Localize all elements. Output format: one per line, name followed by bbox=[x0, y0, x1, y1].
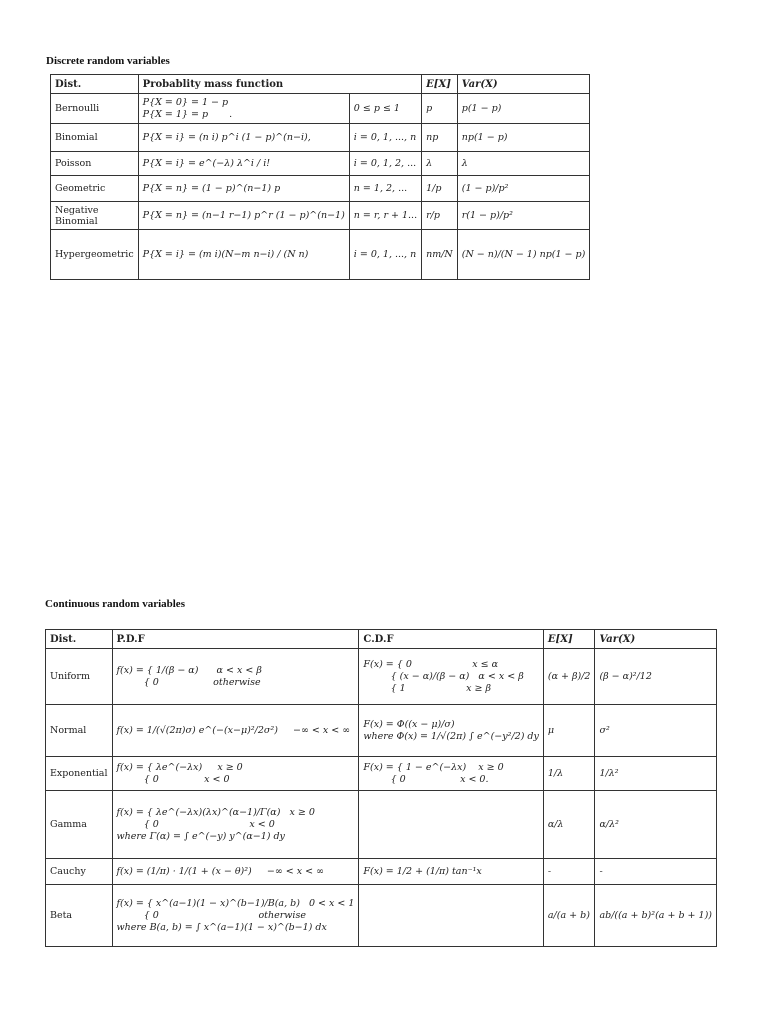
pmf-formula: P{X = n} = (n−1 r−1) p^r (1 − p)^(n−1) bbox=[138, 202, 349, 230]
dist-name: Poisson bbox=[51, 152, 139, 176]
dist-name: Cauchy bbox=[46, 859, 113, 885]
discrete-header-dist: Dist. bbox=[51, 75, 139, 94]
continuous-header-pdf: P.D.F bbox=[112, 630, 359, 649]
dist-name: Exponential bbox=[46, 757, 113, 791]
continuous-section-title: Continuous random variables bbox=[45, 598, 185, 610]
table-row bbox=[46, 757, 717, 791]
pmf-condition: i = 0, 1, ..., n bbox=[349, 124, 421, 152]
pmf-condition: n = r, r + 1... bbox=[349, 202, 421, 230]
dist-name: Geometric bbox=[51, 176, 139, 202]
table-row bbox=[51, 176, 590, 202]
expectation-value: np bbox=[422, 124, 458, 152]
table-row bbox=[51, 152, 590, 176]
table-row bbox=[51, 94, 590, 124]
pdf-formula: f(x) = 1/(√(2π)σ) e^(−(x−μ)²/2σ²) −∞ < x < ∞ bbox=[112, 705, 359, 757]
variance-value: λ bbox=[457, 152, 590, 176]
cdf-formula: F(x) = { 1 − e^(−λx) x ≥ 0 { 0 x < 0. bbox=[359, 757, 543, 791]
expectation-value: (α + β)/2 bbox=[543, 649, 595, 705]
discrete-header-var: Var(X) bbox=[457, 75, 590, 94]
variance-value: p(1 − p) bbox=[457, 94, 590, 124]
cdf-formula: F(x) = Φ((x − μ)/σ) where Φ(x) = 1/√(2π) ∫ e^(−y²/2) dy bbox=[359, 705, 543, 757]
expectation-value: - bbox=[543, 859, 595, 885]
discrete-table bbox=[50, 74, 590, 280]
pdf-formula: f(x) = { λe^(−λx) x ≥ 0 { 0 x < 0 bbox=[112, 757, 359, 791]
expectation-value: p bbox=[422, 94, 458, 124]
variance-value: (β − α)²/12 bbox=[595, 649, 717, 705]
dist-name: Binomial bbox=[51, 124, 139, 152]
variance-value: - bbox=[595, 859, 717, 885]
pmf-formula: P{X = 0} = 1 − p P{X = 1} = p . bbox=[138, 94, 349, 124]
dist-name: Normal bbox=[46, 705, 113, 757]
variance-value: 1/λ² bbox=[595, 757, 717, 791]
pdf-formula: f(x) = { 1/(β − α) α < x < β { 0 otherwise bbox=[112, 649, 359, 705]
pmf-condition: i = 0, 1, 2, ... bbox=[349, 152, 421, 176]
expectation-value: 1/p bbox=[422, 176, 458, 202]
table-row bbox=[46, 859, 717, 885]
pdf-formula: f(x) = { x^(a−1)(1 − x)^(b−1)/B(a, b) 0 < x < 1 { 0 otherwise where B(a, b) = ∫ x^(a−1)(1 − x)^(b−1) dx bbox=[112, 885, 359, 947]
continuous-header-cdf: C.D.F bbox=[359, 630, 543, 649]
cdf-formula: F(x) = 1/2 + (1/π) tan⁻¹x bbox=[359, 859, 543, 885]
pmf-formula: P{X = i} = (n i) p^i (1 − p)^(n−i), bbox=[138, 124, 349, 152]
pmf-formula: P{X = n} = (1 − p)^(n−1) p bbox=[138, 176, 349, 202]
continuous-header-row bbox=[46, 630, 717, 649]
pmf-condition: n = 1, 2, ... bbox=[349, 176, 421, 202]
table-row bbox=[46, 885, 717, 947]
dist-name: Hypergeometric bbox=[51, 230, 139, 280]
discrete-header-ex: E[X] bbox=[422, 75, 458, 94]
pmf-condition: 0 ≤ p ≤ 1 bbox=[349, 94, 421, 124]
variance-value: ab/((a + b)²(a + b + 1)) bbox=[595, 885, 717, 947]
pdf-formula: f(x) = (1/π) · 1/(1 + (x − θ)²) −∞ < x < ∞ bbox=[112, 859, 359, 885]
variance-value: (1 − p)/p² bbox=[457, 176, 590, 202]
expectation-value: nm/N bbox=[422, 230, 458, 280]
table-row bbox=[51, 230, 590, 280]
table-row bbox=[46, 705, 717, 757]
expectation-value: λ bbox=[422, 152, 458, 176]
continuous-header-var: Var(X) bbox=[595, 630, 717, 649]
pmf-formula: P{X = i} = (m i)(N−m n−i) / (N n) bbox=[138, 230, 349, 280]
table-row bbox=[46, 649, 717, 705]
cdf-formula bbox=[359, 791, 543, 859]
discrete-section-title: Discrete random variables bbox=[46, 55, 170, 67]
discrete-header-row bbox=[51, 75, 590, 94]
expectation-value: r/p bbox=[422, 202, 458, 230]
discrete-header-pmf: Probablity mass function bbox=[138, 75, 421, 94]
cdf-formula: F(x) = { 0 x ≤ α { (x − α)/(β − α) α < x < β { 1 x ≥ β bbox=[359, 649, 543, 705]
table-row bbox=[51, 124, 590, 152]
dist-name: Gamma bbox=[46, 791, 113, 859]
expectation-value: a/(a + b) bbox=[543, 885, 595, 947]
dist-name: Bernoulli bbox=[51, 94, 139, 124]
variance-value: np(1 − p) bbox=[457, 124, 590, 152]
expectation-value: μ bbox=[543, 705, 595, 757]
dist-name: Negative Binomial bbox=[51, 202, 139, 230]
variance-value: (N − n)/(N − 1) np(1 − p) bbox=[457, 230, 590, 280]
expectation-value: 1/λ bbox=[543, 757, 595, 791]
expectation-value: α/λ bbox=[543, 791, 595, 859]
variance-value: r(1 − p)/p² bbox=[457, 202, 590, 230]
variance-value: α/λ² bbox=[595, 791, 717, 859]
pmf-condition: i = 0, 1, ..., n bbox=[349, 230, 421, 280]
cdf-formula bbox=[359, 885, 543, 947]
dist-name: Beta bbox=[46, 885, 113, 947]
table-row bbox=[46, 791, 717, 859]
variance-value: σ² bbox=[595, 705, 717, 757]
continuous-header-dist: Dist. bbox=[46, 630, 113, 649]
table-row bbox=[51, 202, 590, 230]
continuous-table bbox=[45, 629, 717, 947]
pdf-formula: f(x) = { λe^(−λx)(λx)^(α−1)/Γ(α) x ≥ 0 { 0 x < 0 where Γ(α) = ∫ e^(−y) y^(α−1) dy bbox=[112, 791, 359, 859]
dist-name: Uniform bbox=[46, 649, 113, 705]
continuous-header-ex: E[X] bbox=[543, 630, 595, 649]
pmf-formula: P{X = i} = e^(−λ) λ^i / i! bbox=[138, 152, 349, 176]
